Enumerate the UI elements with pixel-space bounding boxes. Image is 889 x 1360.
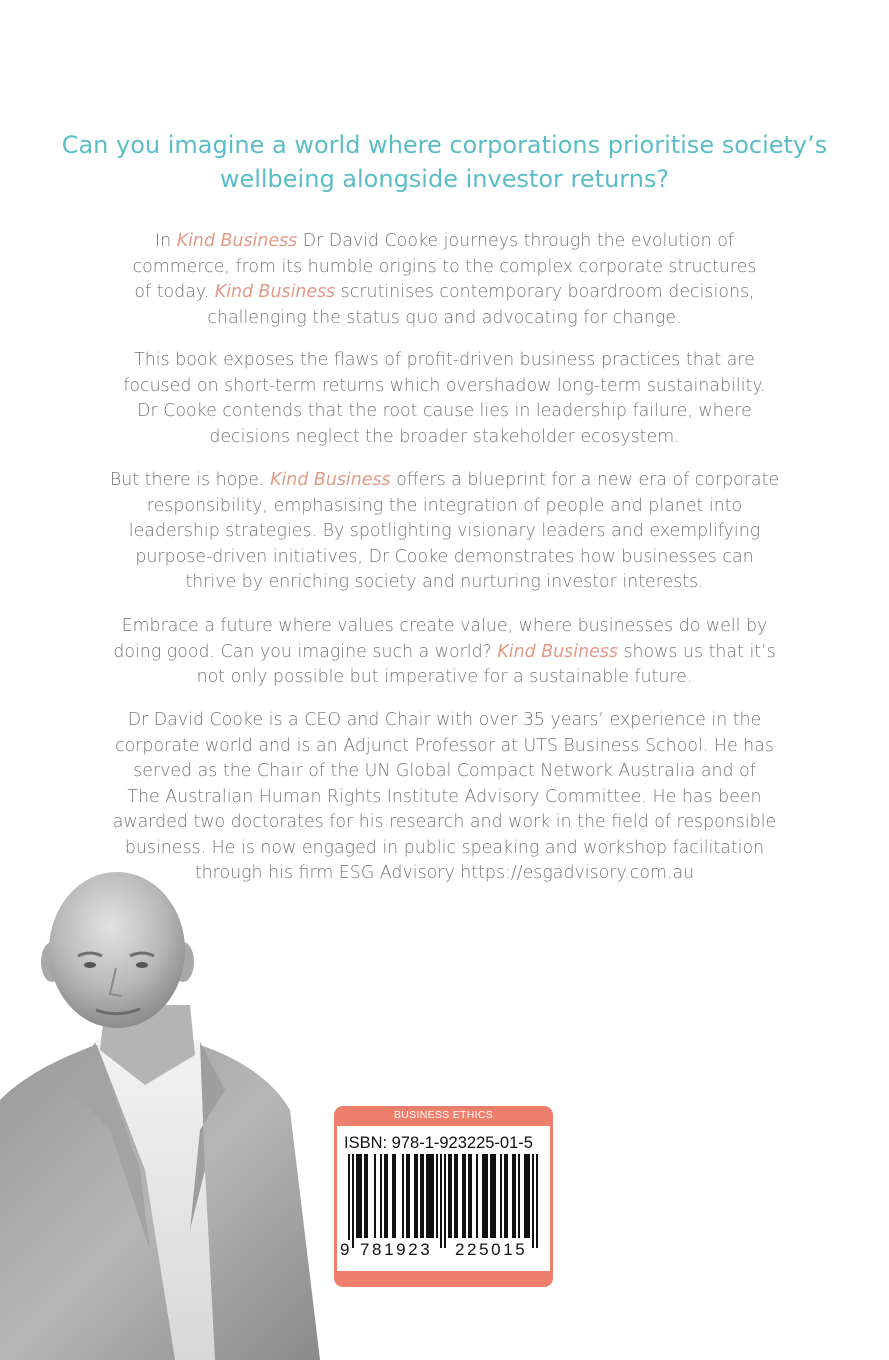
barcode-digits-left: 781923 — [360, 1240, 433, 1259]
barcode-white-area — [337, 1126, 550, 1271]
barcode-bar — [348, 1154, 350, 1248]
text-fragment: doing good. Can you imagine such a world? — [113, 641, 498, 662]
barcode-bar — [422, 1154, 424, 1238]
barcode-bar — [482, 1154, 484, 1238]
intro-paragraph — [60, 229, 829, 331]
barcode-bar — [402, 1154, 404, 1238]
text-line: This book exposes the flaws of profit-driven business practices that are — [134, 350, 755, 370]
text-line: thrive by enriching society and nurturing investor interests. — [185, 572, 704, 592]
barcode-bar — [392, 1154, 394, 1238]
barcode-bar — [456, 1154, 458, 1238]
book-title-ref: Kind Business — [214, 282, 336, 302]
barcode-bar — [414, 1154, 416, 1238]
barcode-bar — [486, 1154, 488, 1238]
barcode-bar — [444, 1154, 446, 1248]
barcode-bar — [352, 1154, 354, 1248]
barcode-bar — [432, 1154, 434, 1238]
barcode-bar — [356, 1154, 358, 1238]
text-fragment: offers a blueprint for a new era of corporate — [390, 470, 780, 490]
text-line: focused on short-term returns which overshadow long-term sustainability. — [123, 375, 766, 396]
barcode-bar — [430, 1154, 432, 1238]
ean-barcode — [345, 1154, 545, 1250]
book-title-ref: Kind Business — [270, 470, 391, 490]
barcode-bar — [416, 1154, 418, 1238]
barcode-bar — [440, 1154, 442, 1248]
barcode-bar — [490, 1154, 492, 1238]
text-line: through his firm ESG Advisory https://esgadvisory.com.au — [194, 863, 695, 883]
text-line: business. He is now engaged in public speaking and workshop facilitation — [124, 837, 765, 858]
barcode-bar — [450, 1154, 452, 1238]
isbn-label: ISBN: 978-1-923225-01-5 — [344, 1134, 533, 1152]
genre-label: BUSINESS ETHICS — [393, 1109, 494, 1121]
barcode-bar — [360, 1154, 362, 1238]
hope-paragraph — [60, 468, 829, 596]
barcode-bar — [504, 1154, 506, 1238]
barcode-bar — [454, 1154, 456, 1238]
barcode-bar — [532, 1154, 534, 1248]
text-line: corporate world and is an Adjunct Professor at UTS Business School. He has — [115, 735, 774, 756]
barcode-bar — [364, 1154, 366, 1238]
barcode-bar — [536, 1154, 538, 1248]
text-fragment: shows us that it’s — [617, 641, 776, 662]
text-line: awarded two doctorates for his research and work in the field of responsible — [112, 812, 777, 832]
barcode-bar — [394, 1154, 396, 1238]
barcode-bar — [436, 1154, 438, 1238]
text-line: Dr David Cooke is a CEO and Chair with over 35 years’ experience in the — [127, 710, 762, 730]
book-title-ref: Kind Business — [176, 231, 298, 251]
book-title-ref: Kind Business — [497, 641, 618, 662]
text-line: served as the Chair of the UN Global Compact Network Australia and of — [133, 761, 756, 781]
barcode-bar — [384, 1154, 386, 1238]
text-fragment: In — [155, 231, 177, 251]
text-line: decisions neglect the broader stakeholder ecosystem. — [209, 426, 680, 447]
barcode-bar — [518, 1154, 520, 1238]
text-line: The Australian Human Rights Institute Advisory Committee. He has been — [127, 786, 762, 807]
barcode-bar — [506, 1154, 508, 1238]
barcode-bar — [408, 1154, 410, 1238]
barcode-bar — [526, 1154, 528, 1238]
headline-line-2: wellbeing alongside investor returns? — [219, 165, 670, 193]
barcode-bar — [512, 1154, 514, 1238]
text-fragment: Dr David Cooke journeys through the evolution of — [297, 231, 734, 251]
barcode-bar — [476, 1154, 478, 1238]
barcode-bar — [528, 1154, 530, 1238]
barcode-bar — [462, 1154, 464, 1238]
barcode-bar — [380, 1154, 382, 1238]
headline — [60, 128, 829, 196]
barcode-bar — [374, 1154, 376, 1238]
future-paragraph — [60, 614, 829, 691]
text-line: Dr Cooke contends that the root cause lies in leadership failure, where — [137, 401, 752, 421]
barcode-bar — [524, 1154, 526, 1238]
text-line: commerce, from its humble origins to the complex corporate structures — [132, 256, 757, 277]
text-fragment: scrutinises contemporary boardroom decisions, — [335, 282, 755, 302]
author-portrait — [0, 870, 320, 1360]
barcode-bar — [470, 1154, 472, 1238]
author-bio — [60, 708, 829, 887]
barcode-bar — [420, 1154, 422, 1238]
text-line: responsibility, emphasising the integration of people and planet into — [146, 495, 743, 516]
text-line: not only possible but imperative for a sustainable future. — [196, 667, 693, 687]
barcode-digits-right: 225015 — [455, 1240, 528, 1259]
barcode-panel — [334, 1106, 553, 1287]
text-fragment: of today. — [134, 282, 215, 302]
barcode-bar — [428, 1154, 430, 1238]
barcode-bar — [406, 1154, 408, 1238]
flaws-paragraph — [60, 348, 829, 450]
barcode-bar — [484, 1154, 486, 1238]
text-fragment: But there is hope. — [109, 470, 271, 490]
barcode-bar — [492, 1154, 494, 1238]
barcode-bar — [500, 1154, 502, 1238]
barcode-bar — [468, 1154, 470, 1238]
text-line: leadership strategies. By spotlighting visionary leaders and exemplifying — [128, 521, 761, 541]
barcode-digit-first: 9 — [340, 1240, 350, 1259]
barcode-bar — [464, 1154, 466, 1238]
barcode-bar — [494, 1154, 496, 1238]
barcode-bar — [426, 1154, 428, 1238]
barcode-bar — [448, 1154, 450, 1238]
barcode-bar — [366, 1154, 368, 1238]
text-line: Embrace a future where values create value, where businesses do well by — [121, 616, 768, 636]
barcode-bar — [358, 1154, 360, 1238]
barcode-bar — [386, 1154, 388, 1238]
text-line: purpose-driven initiatives, Dr Cooke demonstrates how businesses can — [135, 546, 754, 567]
text-line: challenging the status quo and advocating for change. — [207, 307, 682, 328]
barcode-bar — [514, 1154, 516, 1238]
headline-line-1: Can you imagine a world where corporations prioritise society’s — [61, 131, 828, 159]
